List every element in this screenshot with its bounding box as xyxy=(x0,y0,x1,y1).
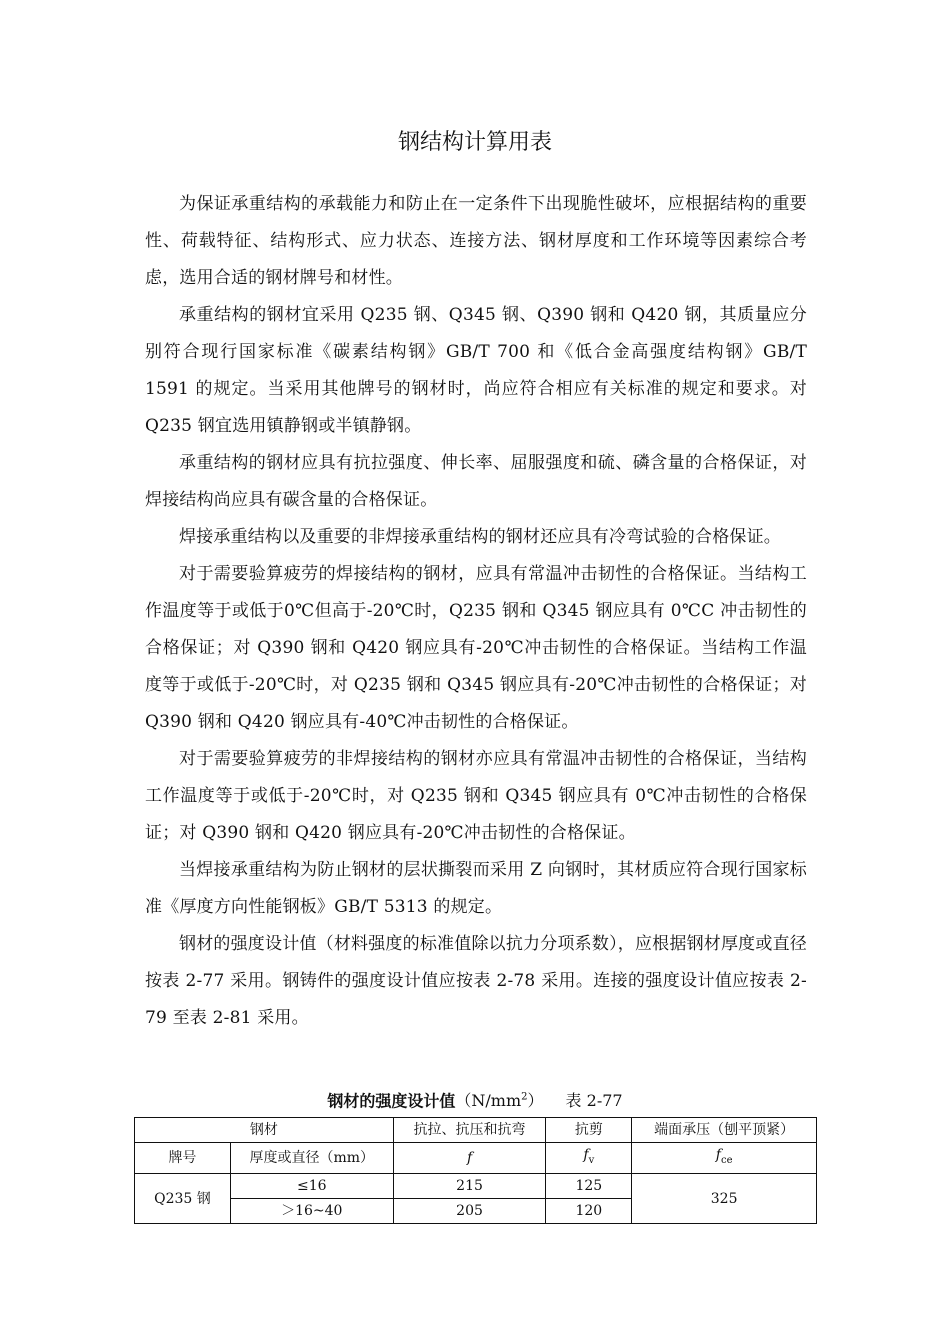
header-steel: 钢材 xyxy=(135,1118,394,1143)
body-text xyxy=(145,186,807,1037)
header-bearing: 端面承压（刨平顶紧） xyxy=(632,1118,817,1143)
paragraph-7: 当焊接承重结构为防止钢材的层状撕裂而采用 Z 向钢时，其材质应符合现行国家标准《厚度方向性能钢板》GB/T 5313 的规定。 xyxy=(145,860,807,917)
header-grade: 牌号 xyxy=(135,1143,231,1174)
fce-cell: 325 xyxy=(632,1174,817,1224)
symbol-fce: $f_{ce}$ xyxy=(632,1143,817,1174)
paragraph-3: 承重结构的钢材应具有抗拉强度、伸长率、屈服强度和硫、磷含量的合格保证，对焊接结构尚应具有碳含量的合格保证。 xyxy=(145,453,807,510)
table-number: 表 2-77 xyxy=(565,1091,623,1111)
paragraph-6: 对于需要验算疲劳的非焊接结构的钢材亦应具有常温冲击韧性的合格保证，当结构工作温度等于或低于-20℃时，对 Q235 钢和 Q345 钢应具有 0℃冲击韧性的合格保证；对 Q390 钢和 Q420 钢应具有-20℃冲击韧性的合格保证。 xyxy=(145,749,807,843)
fv-cell: 125 xyxy=(546,1174,632,1199)
symbol-fv: $f_v$ xyxy=(546,1143,632,1174)
symbol-f: f xyxy=(393,1143,546,1174)
f-cell: 215 xyxy=(393,1174,546,1199)
paragraph-2: 承重结构的钢材宜采用 Q235 钢、Q345 钢、Q390 钢和 Q420 钢，其质量应分别符合现行国家标准《碳素结构钢》GB/T 700 和《低合金高强度结构钢》GB/T 1591 的规定。当采用其他牌号的钢材时，尚应符合相应有关标准的规定和要求。对 Q235 钢宜选用镇静钢或半镇静钢。 xyxy=(145,305,807,436)
page-title: 钢结构计算用表 xyxy=(397,130,552,155)
paragraph-1: 为保证承重结构的承载能力和防止在一定条件下出现脆性破坏，应根据结构的重要性、荷载特征、结构形式、应力状态、连接方法、钢材厚度和工作环境等因素综合考虑，选用合适的钢材牌号和材性。 xyxy=(145,194,807,288)
f-cell: 205 xyxy=(393,1199,546,1224)
table-header-row xyxy=(135,1118,817,1143)
header-thickness: 厚度或直径（mm） xyxy=(230,1143,393,1174)
table-subheader-row xyxy=(135,1143,817,1174)
thickness-cell: ＞16~40 xyxy=(230,1199,393,1224)
header-tension: 抗拉、抗压和抗弯 xyxy=(393,1118,546,1143)
header-shear: 抗剪 xyxy=(546,1118,632,1143)
table-caption-title: 钢材的强度设计值 xyxy=(327,1091,456,1111)
paragraph-4: 焊接承重结构以及重要的非焊接承重结构的钢材还应具有冷弯试验的合格保证。 xyxy=(179,527,781,547)
steel-strength-table xyxy=(134,1117,817,1224)
thickness-cell: ≤16 xyxy=(230,1174,393,1199)
paragraph-5: 对于需要验算疲劳的焊接结构的钢材，应具有常温冲击韧性的合格保证。当结构工作温度等于或低于0℃但高于-20℃时，Q235 钢和 Q345 钢应具有 0℃C 冲击韧性的合格保证；对 Q390 钢和 Q420 钢应具有-20℃冲击韧性的合格保证。当结构工作温度等于或低于-20℃时，对 Q235 钢和 Q345 钢应具有-20℃冲击韧性的合格保证；对 Q390 钢和 Q420 钢应具有-40℃冲击韧性的合格保证。 xyxy=(145,564,807,732)
table-caption xyxy=(0,1086,950,1113)
table-caption-unit: $(N/mm^2)$ xyxy=(455,1091,544,1111)
fv-cell: 120 xyxy=(546,1199,632,1224)
paragraph-8: 钢材的强度设计值（材料强度的标准值除以抗力分项系数），应根据钢材厚度或直径按表 2-77 采用。钢铸件的强度设计值应按表 2-78 采用。连接的强度设计值应按表 2-79 至表 2-81 采用。 xyxy=(145,934,807,1028)
table-row xyxy=(135,1174,817,1199)
grade-cell: Q235 钢 xyxy=(135,1174,231,1224)
